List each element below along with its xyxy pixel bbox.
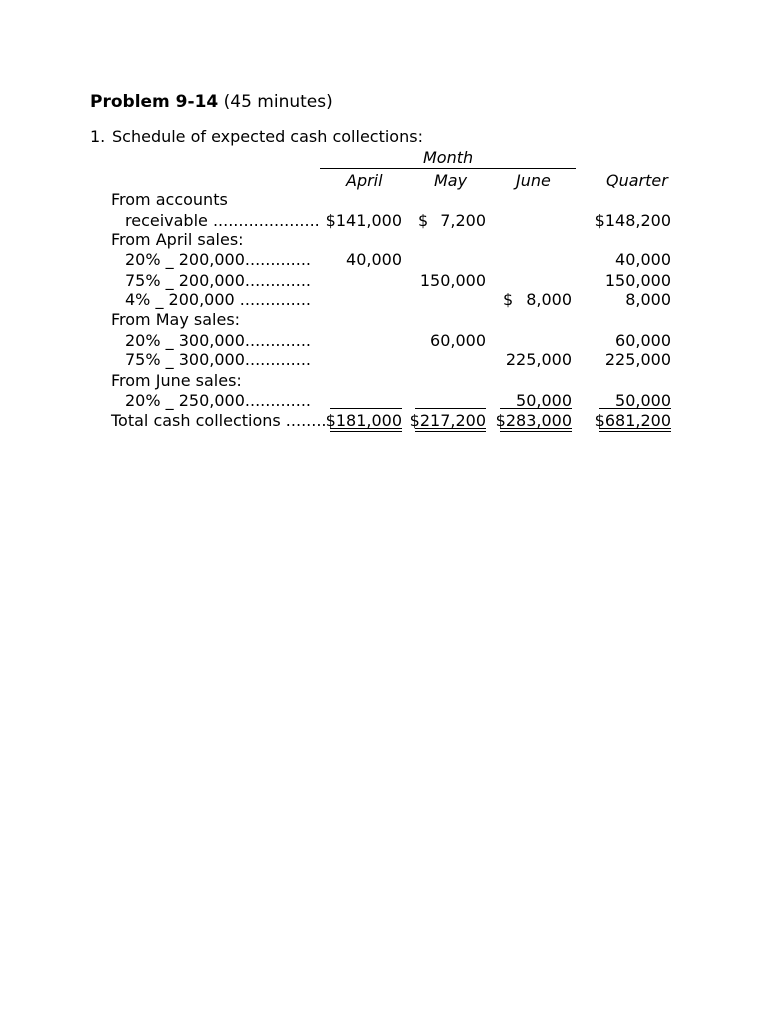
row-label: 20% _ 300,000............. — [125, 331, 312, 350]
month-rule — [320, 168, 576, 169]
cell-june: 8,000 — [526, 290, 572, 309]
row-label: 20% _ 200,000............. — [125, 250, 312, 269]
row-group-label: From June sales: — [111, 371, 242, 390]
cell-june: 50,000 — [516, 391, 572, 410]
subtotal-rule-quarter — [599, 408, 671, 409]
cell-quarter: 8,000 — [625, 290, 671, 309]
cell-may: 60,000 — [430, 331, 486, 350]
cell-quarter: 225,000 — [604, 350, 671, 369]
cell-april: $141,000 — [325, 211, 402, 230]
cell-quarter: 50,000 — [615, 391, 671, 410]
problem-number: Problem 9-14 — [90, 92, 219, 112]
problem-duration: (45 minutes) — [218, 92, 333, 112]
row-label: 20% _ 250,000............. — [125, 391, 312, 410]
total-double-rule-june — [500, 431, 572, 432]
total-may: $217,200 — [409, 411, 486, 430]
section-number: 1. — [90, 127, 106, 146]
section-heading: Schedule of expected cash collections: — [112, 127, 423, 146]
total-label: Total cash collections ........ — [111, 411, 327, 430]
cell-may: 150,000 — [419, 271, 486, 290]
row-label: receivable ..................... — [125, 211, 320, 230]
total-june: $283,000 — [495, 411, 572, 430]
cell-june: 225,000 — [505, 350, 572, 369]
cell-june-dollar: $ — [503, 290, 514, 309]
header-may: May — [434, 171, 468, 190]
total-double-rule-june — [500, 428, 572, 429]
subtotal-rule-june — [500, 408, 572, 409]
cell-quarter: 150,000 — [604, 271, 671, 290]
total-double-rule-quarter — [599, 431, 671, 432]
total-double-rule-april — [330, 428, 402, 429]
total-double-rule-may — [415, 431, 486, 432]
row-group-label: From April sales: — [111, 230, 244, 249]
header-april: April — [346, 171, 383, 190]
total-double-rule-may — [415, 428, 486, 429]
header-june: June — [516, 171, 551, 190]
header-month: Month — [423, 148, 474, 167]
header-quarter: Quarter — [606, 171, 668, 190]
cell-quarter: $148,200 — [594, 211, 671, 230]
row-label: From accounts — [111, 190, 228, 209]
row-group-label: From May sales: — [111, 310, 241, 329]
cell-may: 7,200 — [440, 211, 486, 230]
row-label: 4% _ 200,000 .............. — [125, 290, 312, 309]
row-label: 75% _ 300,000............. — [125, 350, 312, 369]
total-double-rule-quarter — [599, 428, 671, 429]
total-double-rule-april — [330, 431, 402, 432]
total-april: $181,000 — [325, 411, 402, 430]
cell-quarter: 60,000 — [615, 331, 671, 350]
subtotal-rule-april — [330, 408, 402, 409]
cell-april: 40,000 — [346, 250, 402, 269]
subtotal-rule-may — [415, 408, 486, 409]
cell-quarter: 40,000 — [615, 250, 671, 269]
row-label: 75% _ 200,000............. — [125, 271, 312, 290]
problem-title — [90, 92, 333, 112]
total-quarter: $681,200 — [594, 411, 671, 430]
cell-may-dollar: $ — [418, 211, 429, 230]
